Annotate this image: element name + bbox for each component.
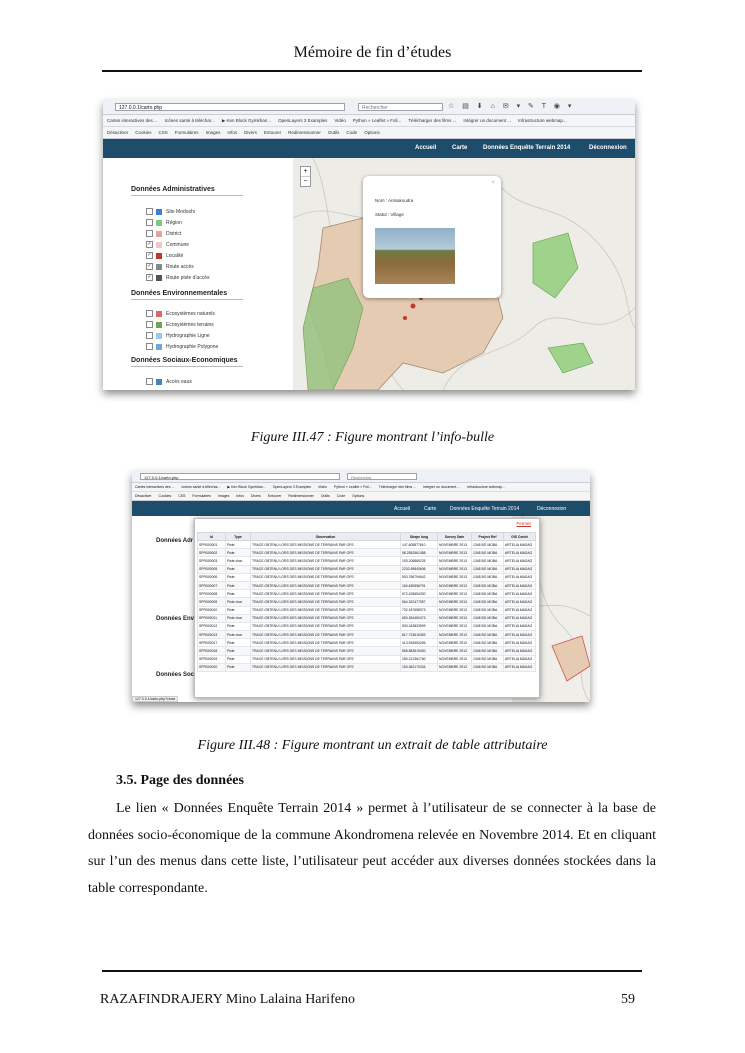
table-cell: ARTELIA MADAG [504,557,536,565]
table-cell: TRACE OBTENU LORS DES MISSIONS DE TERRAINS PAR GPS [251,573,401,581]
table-cell: ARTELIA MADAG [504,598,536,606]
layer-label: Hydrographie Polygone [166,343,219,350]
nav-deconnexion[interactable]: Déconnexion [589,145,627,151]
layer-swatch [156,379,162,385]
heading-admin: Données Administratives [131,186,243,196]
table-row[interactable] [198,655,536,663]
table-cell: Piste [226,663,251,671]
map-view[interactable] [293,158,635,390]
table-cell: 1348 BG MOBA [472,655,504,663]
table-cell: 732.187658373 [401,606,438,614]
table-cell: SPR000011 [198,614,226,622]
table-cell: 1348 BG MOBA [472,631,504,639]
table-row[interactable] [198,606,536,614]
layer-item[interactable] [146,274,209,281]
layer-checkbox[interactable] [146,332,153,339]
bookmark-item[interactable]: Télécharger des films ... [408,118,457,123]
table-cell: 672.425654330 [401,590,438,598]
table-cell: NOVEMBRE 2013 [438,557,472,565]
layer-item[interactable] [146,332,210,339]
devbar-item[interactable]: CSS [158,130,168,135]
table-cell: 1348 BG MOBA [472,606,504,614]
table-cell: Piste [226,606,251,614]
bookmark-item[interactable]: Vidéo [334,118,346,123]
table-cell: Piste [226,541,251,549]
table-cell: 1348 BG MOBA [472,622,504,630]
layer-swatch [156,242,162,248]
table-cell: SPR000002 [198,549,226,557]
layer-label: Site Modoshi [166,208,195,215]
layer-swatch [156,209,162,215]
bookmark-item[interactable]: Intégrer un document ... [463,118,512,123]
nav-carte[interactable]: Carte [424,506,437,512]
table-cell: 413.534553256 [401,639,438,647]
devbar-item[interactable]: Cookies [158,494,172,498]
table-cell: Piste [226,647,251,655]
url-bar[interactable]: 127.0.0.1/carto.php [115,103,345,111]
layer-swatch [156,220,162,226]
layer-swatch [156,253,162,259]
bookmarks-bar [132,483,590,492]
layer-checkbox[interactable] [146,230,153,237]
table-cell: 1348 BG MOBA [472,581,504,589]
table-cell: Piste [226,622,251,630]
devbar-item[interactable]: Désactiver [135,494,152,498]
devbar-item[interactable]: Redimensionner [288,130,321,135]
table-cell: 193.206869225 [401,557,438,565]
table-cell: TRACE OBTENU LORS DES MISSIONS DE TERRAINS PAR GPS [251,549,401,557]
column-header[interactable]: Project Ref [472,533,504,541]
nav-accueil[interactable]: Accueil [415,145,437,151]
heading-admin-partial: Données Adr [156,538,194,544]
table-cell: TRACE OBTENU LORS DES MISSIONS DE TERRAINS PAR GPS [251,565,401,573]
table-cell: ARTELIA MADAG [504,606,536,614]
table-cell: 160.630556791 [401,581,438,589]
table-cell: TRACE OBTENU LORS DES MISSIONS DE TERRAINS PAR GPS [251,655,401,663]
layer-item[interactable] [146,343,218,350]
table-cell: Piste char [226,631,251,639]
table-cell: 1348 BG MOBA [472,598,504,606]
column-header[interactable]: GIS Contri [504,533,536,541]
table-cell: SPR000006 [198,573,226,581]
devbar-item[interactable]: Formulaires [174,130,199,135]
table-cell: 1348 BG MOBA [472,639,504,647]
layer-checkbox[interactable] [146,378,153,385]
layer-label: Localité [166,252,184,259]
table-cell: TRACE OBTENU LORS DES MISSIONS DE TERRAINS PAR GPS [251,622,401,630]
attribute-table-modal [194,518,540,698]
bookmark-item[interactable]: Infrastructure webmap... [467,485,505,489]
table-cell: SPR000019 [198,655,226,663]
bookmark-item[interactable]: ▶ Ken Block Gymkhan... [221,118,272,123]
table-row[interactable] [198,639,536,647]
table-cell: TRACE OBTENU LORS DES MISSIONS DE TERRAINS PAR GPS [251,541,401,549]
table-cell: NOVEMBRE 2013 [438,598,472,606]
table-cell: Piste char [226,557,251,565]
table-cell: SPR000020 [198,663,226,671]
column-header[interactable]: Shape long [401,533,438,541]
column-header[interactable]: Id [198,533,226,541]
table-cell: 147.605877610 [401,541,438,549]
layer-swatch [156,344,162,350]
table-cell: Piste [226,565,251,573]
fermer-link[interactable]: Fermer [516,521,531,526]
devbar-item[interactable]: Images [217,494,230,498]
layer-item[interactable] [146,378,192,385]
table-cell: SPR000018 [198,647,226,655]
table-cell: NOVEMBRE 2013 [438,549,472,557]
devbar-item[interactable]: Entourer [263,130,282,135]
bookmark-item[interactable]: Télécharger des films ... [378,485,417,489]
layer-checkbox[interactable] [146,310,153,317]
table-cell: TRACE OBTENU LORS DES MISSIONS DE TERRAINS PAR GPS [251,631,401,639]
search-input[interactable]: Rechercher [358,103,443,111]
layer-checkbox[interactable]: ✓ [147,274,152,280]
popup-nom: Nom : Antsakoudra [375,198,414,203]
heading-env-partial: Données Env [156,616,195,622]
table-cell: NOVEMBRE 2013 [438,639,472,647]
table-cell: 1348 BG MOBA [472,541,504,549]
browser-toolbar [132,471,590,483]
table-cell: 817.723615353 [401,631,438,639]
nav-donnees-enquete[interactable]: Données Enquête Terrain 2014 [483,145,571,151]
layer-swatch [156,322,162,328]
devbar-item[interactable]: Outils [327,130,340,135]
table-row[interactable] [198,573,536,581]
body-paragraph: Le lien « Données Enquête Terrain 2014 » permet à l’utilisateur de se connecter à la base de données socio-économique de la commune Akondromena relevée en Novembre 2014. Et en cliquant sur l’un des menus dans cette liste, l’utilisateur peut accéder aux diverses données stockées dans la table correspondante. [88,801,656,896]
layer-label: Route piste d'accès [166,274,210,281]
table-cell: ARTELIA MADAG [504,614,536,622]
app-body [103,158,635,390]
table-cell: NOVEMBRE 2013 [438,647,472,655]
screenshot-infobulle [103,100,635,390]
table-cell: 1348 BG MOBA [472,590,504,598]
table-cell: SPR000012 [198,622,226,630]
popup-statut: Statut : Village [375,212,404,217]
footer-rule [102,970,642,972]
column-header[interactable]: Type [226,533,251,541]
table-row[interactable] [198,647,536,655]
table-cell: ARTELIA MADAG [504,639,536,647]
table-cell: Piste [226,549,251,557]
devbar-item[interactable]: CSS [178,494,186,498]
url-bar[interactable]: 127.0.0.1/carto.php [140,473,340,480]
table-cell: 2232.59840606 [401,565,438,573]
search-input[interactable]: Rechercher [347,473,417,480]
figure-caption-47: Figure III.47 : Figure montrant l’info-bulle [250,430,495,445]
devbar-item[interactable]: Désactiver [107,130,129,135]
table-body [198,541,536,672]
status-bar-url: 127.0.0.1/carto.php?close [132,696,178,702]
layer-checkbox[interactable]: ✓ [147,241,152,247]
table-cell: 503.766794642 [401,573,438,581]
layer-item[interactable] [146,321,214,328]
devbar-item[interactable]: Infos [236,494,244,498]
column-header[interactable]: Survey Date [438,533,472,541]
table-row[interactable] [198,598,536,606]
table-cell: NOVEMBRE 2013 [438,590,472,598]
page-number: 59 [621,992,635,1007]
popup-close-icon[interactable]: × [491,180,495,186]
bookmark-item[interactable]: Icônes santé à téléchar... [181,485,221,489]
table-cell: 58.2552561488 [401,549,438,557]
layer-item[interactable] [146,263,194,270]
table-cell: Piste [226,655,251,663]
table-row[interactable] [198,549,536,557]
bookmark-item[interactable]: Cartes interactives des ... [135,485,175,489]
table-cell: ARTELIA MADAG [504,647,536,655]
table-cell: ARTELIA MADAG [504,663,536,671]
bookmark-item[interactable]: OpenLayers 3 Examples [278,118,328,123]
table-cell: SPR000005 [198,565,226,573]
layer-item[interactable] [146,241,189,248]
table-cell: SPR000010 [198,606,226,614]
table-cell: 1348 BG MOBA [472,573,504,581]
nav-donnees-enquete[interactable]: Données Enquête Terrain 2014 [450,506,520,512]
layer-swatch [156,231,162,237]
footer-author: RAZAFINDRAJERY Mino Lalaina Harifeno [100,992,355,1007]
table-cell: 1348 BG MOBA [472,647,504,655]
layer-checkbox[interactable]: ✓ [147,263,152,269]
table-cell: TRACE OBTENU LORS DES MISSIONS DE TERRAINS PAR GPS [251,598,401,606]
table-cell: TRACE OBTENU LORS DES MISSIONS DE TERRAINS PAR GPS [251,557,401,565]
table-cell: 1348 BG MOBA [472,663,504,671]
table-cell: Piste char [226,598,251,606]
column-header[interactable]: Observation [251,533,401,541]
app-body [132,516,590,702]
table-cell: TRACE OBTENU LORS DES MISSIONS DE TERRAINS PAR GPS [251,639,401,647]
devbar-item[interactable]: Entourer [267,494,282,498]
bookmark-item[interactable]: Python » Leaflet » Foli... [352,118,402,123]
table-cell: 653.264450473 [401,614,438,622]
table-cell: TRACE OBTENU LORS DES MISSIONS DE TERRAINS PAR GPS [251,581,401,589]
table-cell: ARTELIA MADAG [504,541,536,549]
bookmark-item[interactable]: Intégrer un document ... [423,485,461,489]
figure-caption-48: Figure III.48 : Figure montrant un extrait de table attributaire [197,738,548,753]
table-cell: SPR000007 [198,581,226,589]
devbar-item[interactable]: Options [352,494,365,498]
bookmark-item[interactable]: Infrastructure webmap... [518,118,567,123]
table-cell: ARTELIA MADAG [504,655,536,663]
table-cell: SPR000003 [198,557,226,565]
table-cell: 1348 BG MOBA [472,549,504,557]
toolbar-icons[interactable]: ☆ ▤ ⬇ ⌂ ✉ ▾ ✎ T ◉ ▾ [448,103,575,110]
bookmark-item[interactable]: OpenLayers 3 Examples [272,485,312,489]
devbar-item[interactable]: Options [364,130,380,135]
bookmark-item[interactable]: ▶ Ken Block Gymkhan... [227,485,266,489]
table-cell: TRACE OBTENU LORS DES MISSIONS DE TERRAINS PAR GPS [251,590,401,598]
table-cell: ARTELIA MADAG [504,549,536,557]
info-popup [363,176,501,298]
layer-label: Route accès [166,263,194,270]
table-header-row [198,533,536,541]
table-cell: NOVEMBRE 2013 [438,565,472,573]
table-row[interactable] [198,663,536,671]
table-cell: Piste [226,573,251,581]
heading-socio-partial: Données Soc [156,672,195,678]
page-header-title: Mémoire de fin d’études [293,44,452,61]
devbar-item[interactable]: Divers [250,494,261,498]
table-cell: Piste [226,581,251,589]
table-cell: SPR000017 [198,639,226,647]
bookmark-item[interactable]: Vidéo [318,485,327,489]
table-cell: 533.343833909 [401,622,438,630]
layer-item[interactable] [146,230,181,237]
table-cell: 855.883519400 [401,647,438,655]
table-cell: NOVEMBRE 2013 [438,606,472,614]
section-heading: 3.5. Page des données [116,773,244,788]
table-cell: NOVEMBRE 2013 [438,622,472,630]
layer-checkbox[interactable] [146,321,153,328]
bookmark-item[interactable]: Icônes santé à téléchar... [164,118,215,123]
table-row[interactable] [198,614,536,622]
table-row[interactable] [198,541,536,549]
layer-label: District [166,230,182,237]
layer-checkbox[interactable] [146,219,153,226]
nav-accueil[interactable]: Accueil [394,506,411,512]
table-cell: 180.221361760 [401,655,438,663]
zoom-control [300,166,311,187]
table-cell: SPR000009 [198,598,226,606]
screenshot-attribute-table [132,471,590,702]
layer-label: Hydrographie Ligne [166,332,210,339]
table-row[interactable] [198,557,536,565]
layer-label: Ecosystèmes naturels [166,310,215,317]
developer-toolbar [103,127,635,139]
devbar-item[interactable]: Formulaires [192,494,211,498]
layer-label: Accès eaux [166,378,192,385]
table-cell: NOVEMBRE 2013 [438,663,472,671]
devbar-item[interactable]: Divers [244,130,257,135]
nav-carte[interactable]: Carte [452,145,468,151]
table-row[interactable] [198,565,536,573]
header-rule [102,70,642,72]
table-cell: TRACE OBTENU LORS DES MISSIONS DE TERRAINS PAR GPS [251,606,401,614]
table-cell: 153.362170334 [401,663,438,671]
table-cell: 1348 BG MOBA [472,614,504,622]
table-cell: TRACE OBTENU LORS DES MISSIONS DE TERRAINS PAR GPS [251,614,401,622]
devbar-item[interactable]: Outils [320,494,330,498]
table-cell: Piste char [226,614,251,622]
table-cell: ARTELIA MADAG [504,590,536,598]
devbar-item[interactable]: Infos [227,130,238,135]
layer-item[interactable] [146,310,215,317]
layer-item[interactable] [146,208,195,215]
table-cell: NOVEMBRE 2013 [438,655,472,663]
table-row[interactable] [198,622,536,630]
browser-toolbar [103,100,635,115]
layer-checkbox[interactable]: ✓ [147,252,152,258]
zoom-in-button[interactable]: + [303,168,308,175]
table-cell: NOVEMBRE 2013 [438,573,472,581]
layer-label: Commune [166,241,190,248]
table-cell: Piste [226,590,251,598]
layer-swatch [156,333,162,339]
table-cell: 564.322477057 [401,598,438,606]
table-row[interactable] [198,631,536,639]
layer-checkbox[interactable] [146,208,153,215]
layer-item[interactable] [146,219,182,226]
devbar-item[interactable]: Code [346,130,358,135]
table-cell: ARTELIA MADAG [504,622,536,630]
bookmark-item[interactable]: Python » Leaflet » Foli... [333,485,372,489]
layer-swatch [156,311,162,317]
layer-swatch [156,275,162,281]
layer-label: Ecosystèmes terrains [166,321,214,328]
table-cell: NOVEMBRE 2013 [438,631,472,639]
nav-deconnexion[interactable]: Déconnexion [537,506,567,512]
table-cell: ARTELIA MADAG [504,573,536,581]
table-cell: TRACE OBTENU LORS DES MISSIONS DE TERRAINS PAR GPS [251,647,401,655]
table-row[interactable] [198,590,536,598]
table-row[interactable] [198,581,536,589]
village-photo [375,228,455,284]
devbar-item[interactable]: Images [205,130,221,135]
table-cell: 1348 BG MOBA [472,565,504,573]
bookmarks-bar [103,115,635,127]
table-cell: ARTELIA MADAG [504,565,536,573]
table-cell: ARTELIA MADAG [504,581,536,589]
table-cell: NOVEMBRE 2013 [438,581,472,589]
table-cell: SPR000013 [198,631,226,639]
devbar-item[interactable]: Code [336,494,346,498]
layer-item[interactable] [146,252,183,259]
bookmark-item[interactable]: Cartes interactives des ... [107,118,158,123]
table-cell: ARTELIA MADAG [504,631,536,639]
layer-checkbox[interactable] [146,343,153,350]
layer-label: Région [166,219,182,226]
table-cell: SPR000008 [198,590,226,598]
table-cell: Piste [226,639,251,647]
devbar-item[interactable]: Cookies [135,130,152,135]
attribute-table [197,532,536,672]
devbar-item[interactable]: Redimensionner [288,494,314,498]
table-cell: NOVEMBRE 2013 [438,541,472,549]
table-cell: TRACE OBTENU LORS DES MISSIONS DE TERRAINS PAR GPS [251,663,401,671]
developer-toolbar [132,492,590,501]
table-cell: SPR000001 [198,541,226,549]
heading-env: Données Environnementales [131,290,243,300]
table-cell: 1348 BG MOBA [472,557,504,565]
layer-sidebar [103,158,293,390]
heading-socio: Données Sociaux-Economiques [131,357,243,367]
zoom-out-button[interactable]: − [301,176,310,186]
layer-swatch [156,264,162,270]
table-cell: NOVEMBRE 2013 [438,614,472,622]
